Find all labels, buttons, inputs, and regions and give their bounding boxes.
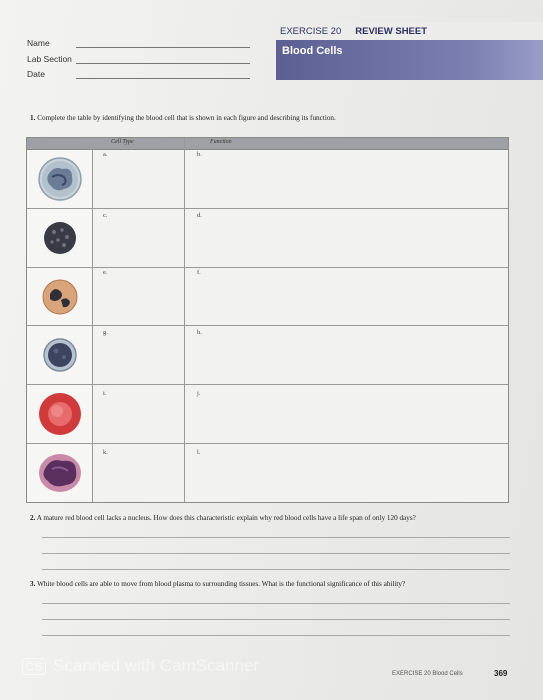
answer-line[interactable]	[42, 619, 510, 620]
page-number: 369	[494, 669, 508, 678]
function-d: d.	[197, 212, 202, 219]
camscanner-logo: CS	[22, 658, 46, 675]
page-title: Blood Cells	[282, 45, 343, 57]
header-cell-type: Cell Type	[111, 139, 134, 145]
eosinophil-icon	[39, 276, 81, 318]
table-row-image	[27, 444, 92, 502]
cell-type-k: k.	[103, 449, 108, 456]
function-f: f.	[197, 269, 201, 276]
answer-line[interactable]	[42, 553, 510, 554]
question-3-text: White blood cells are able to move from blood plasma to surrounding tissues. What is the functional significance of this ability?	[37, 580, 406, 588]
function-l: l.	[197, 449, 201, 456]
row-divider	[27, 325, 508, 326]
blood-cell-table	[26, 137, 509, 503]
table-row-image	[27, 268, 92, 325]
sheet-type: REVIEW SHEET	[355, 25, 428, 37]
function-h: h.	[197, 329, 202, 336]
question-1	[30, 114, 336, 122]
table-row-image	[27, 326, 92, 384]
neutrophil-icon	[36, 155, 84, 203]
lymphocyte-icon	[40, 335, 80, 375]
row-divider	[27, 267, 508, 268]
column-divider	[184, 138, 185, 502]
monocyte-icon	[36, 451, 84, 495]
question-1-text: Complete the table by identifying the blood cell that is shown in each figure and describing its function.	[37, 114, 336, 122]
answer-line[interactable]	[42, 569, 510, 570]
running-head: EXERCISE 20 Blood Cells	[392, 671, 463, 677]
question-2-text: A mature red blood cell lacks a nucleus. How does this characteristic explain why red blood cells have a life span of only 120 days?	[36, 514, 416, 522]
lab-section-field[interactable]	[76, 63, 250, 64]
question-2-number: 2.	[30, 514, 36, 522]
red-blood-cell-icon	[36, 390, 84, 438]
table-row-image	[27, 385, 92, 443]
answer-line[interactable]	[42, 537, 510, 538]
table-row-image	[27, 150, 92, 208]
table-header	[27, 138, 508, 150]
watermark-text: Scanned with CamScanner	[53, 656, 260, 675]
header-function: Function	[210, 139, 232, 145]
date-field[interactable]	[76, 78, 250, 79]
row-divider	[27, 384, 508, 385]
basophil-icon	[40, 218, 80, 258]
exercise-number: EXERCISE 20	[280, 25, 342, 37]
cell-type-g: g.	[103, 329, 108, 336]
answer-line[interactable]	[42, 603, 510, 604]
camscanner-watermark	[22, 656, 259, 676]
question-3	[30, 580, 405, 588]
lab-section-label: Lab Section	[27, 54, 72, 64]
row-divider	[27, 208, 508, 209]
row-divider	[27, 443, 508, 444]
date-label: Date	[27, 69, 45, 79]
cell-type-c: c.	[103, 212, 108, 219]
question-3-number: 3.	[30, 580, 36, 588]
question-2	[30, 514, 416, 522]
exercise-banner	[276, 22, 543, 80]
cell-type-a: a.	[103, 151, 108, 158]
function-b: b.	[197, 151, 202, 158]
name-field[interactable]	[76, 47, 250, 48]
question-1-number: 1.	[30, 114, 36, 122]
cell-type-i: i.	[103, 390, 107, 397]
cell-type-e: e.	[103, 269, 108, 276]
table-row-image	[27, 209, 92, 267]
banner-header	[276, 22, 543, 40]
answer-line[interactable]	[42, 635, 510, 636]
function-j: j.	[197, 390, 201, 397]
name-label: Name	[27, 38, 50, 48]
